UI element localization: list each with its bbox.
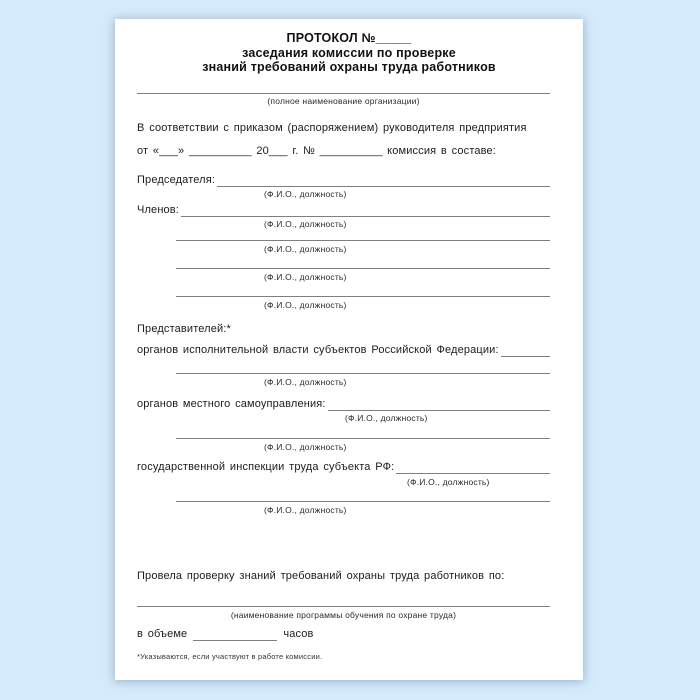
- chairman-blank-line: [217, 174, 550, 187]
- member-blank-line: [181, 204, 550, 217]
- rep-inspection-row: [137, 461, 550, 474]
- chairman-row: [137, 174, 550, 187]
- rep-municipal-label: органов местного самоуправления:: [137, 398, 326, 410]
- volume-suffix-label: часов: [283, 628, 314, 640]
- fio-caption: (Ф.И.О., должность): [264, 300, 347, 310]
- organization-blank-line: [137, 93, 550, 94]
- volume-row: [137, 628, 550, 641]
- rep-inspection-blank-line: [396, 461, 550, 474]
- organization-caption: (полное наименование организации): [267, 96, 420, 106]
- rep-executive-row: [137, 344, 550, 357]
- rep-executive-label: органов исполнительной власти субъектов Российской Федерации:: [137, 344, 499, 356]
- volume-blank-line: [193, 628, 277, 641]
- intro-line-1: В соответствии с приказом (распоряжением) руководителя предприятия: [137, 122, 527, 134]
- members-row: [137, 204, 550, 217]
- program-caption: (наименование программы обучения по охране труда): [230, 610, 457, 620]
- title-line-2: заседания комиссии по проверке: [242, 45, 456, 60]
- fio-caption: (Ф.И.О., должность): [407, 477, 490, 487]
- document-page: [115, 19, 583, 680]
- program-blank-line: [137, 606, 550, 607]
- members-label: Членов:: [137, 204, 180, 216]
- title-line-1: ПРОТОКОЛ №_____: [286, 31, 412, 45]
- footnote: *Указываются, если участвуют в работе комиссии.: [137, 652, 323, 661]
- intro-line-2: от «___» __________ 20___ г. № __________ комиссия в составе:: [137, 145, 496, 157]
- conducted-label: Провела проверку знаний требований охраны труда работников по:: [137, 570, 505, 582]
- fio-caption: (Ф.И.О., должность): [264, 189, 347, 199]
- rep-executive-blank-line: [176, 373, 550, 374]
- fio-caption: (Ф.И.О., должность): [264, 244, 347, 254]
- rep-executive-blank-line: [501, 344, 550, 357]
- member-blank-line: [176, 296, 550, 297]
- fio-caption: (Ф.И.О., должность): [264, 377, 347, 387]
- title-line-3: знаний требований охраны труда работников: [202, 60, 496, 74]
- rep-municipal-row: [137, 398, 550, 411]
- rep-municipal-blank-line: [328, 398, 550, 411]
- volume-prefix-label: в объеме: [137, 628, 188, 640]
- fio-caption: (Ф.И.О., должность): [264, 442, 347, 452]
- member-blank-line: [176, 268, 550, 269]
- fio-caption: (Ф.И.О., должность): [264, 505, 347, 515]
- fio-caption: (Ф.И.О., должность): [264, 219, 347, 229]
- fio-caption: (Ф.И.О., должность): [345, 413, 428, 423]
- chairman-label: Председателя:: [137, 174, 216, 186]
- rep-municipal-blank-line: [176, 438, 550, 439]
- fio-caption: (Ф.И.О., должность): [264, 272, 347, 282]
- rep-inspection-label: государственной инспекции труда субъекта РФ:: [137, 461, 395, 473]
- member-blank-line: [176, 240, 550, 241]
- rep-inspection-blank-line: [176, 501, 550, 502]
- representatives-label: Представителей:*: [137, 323, 231, 335]
- document-title: [115, 31, 583, 75]
